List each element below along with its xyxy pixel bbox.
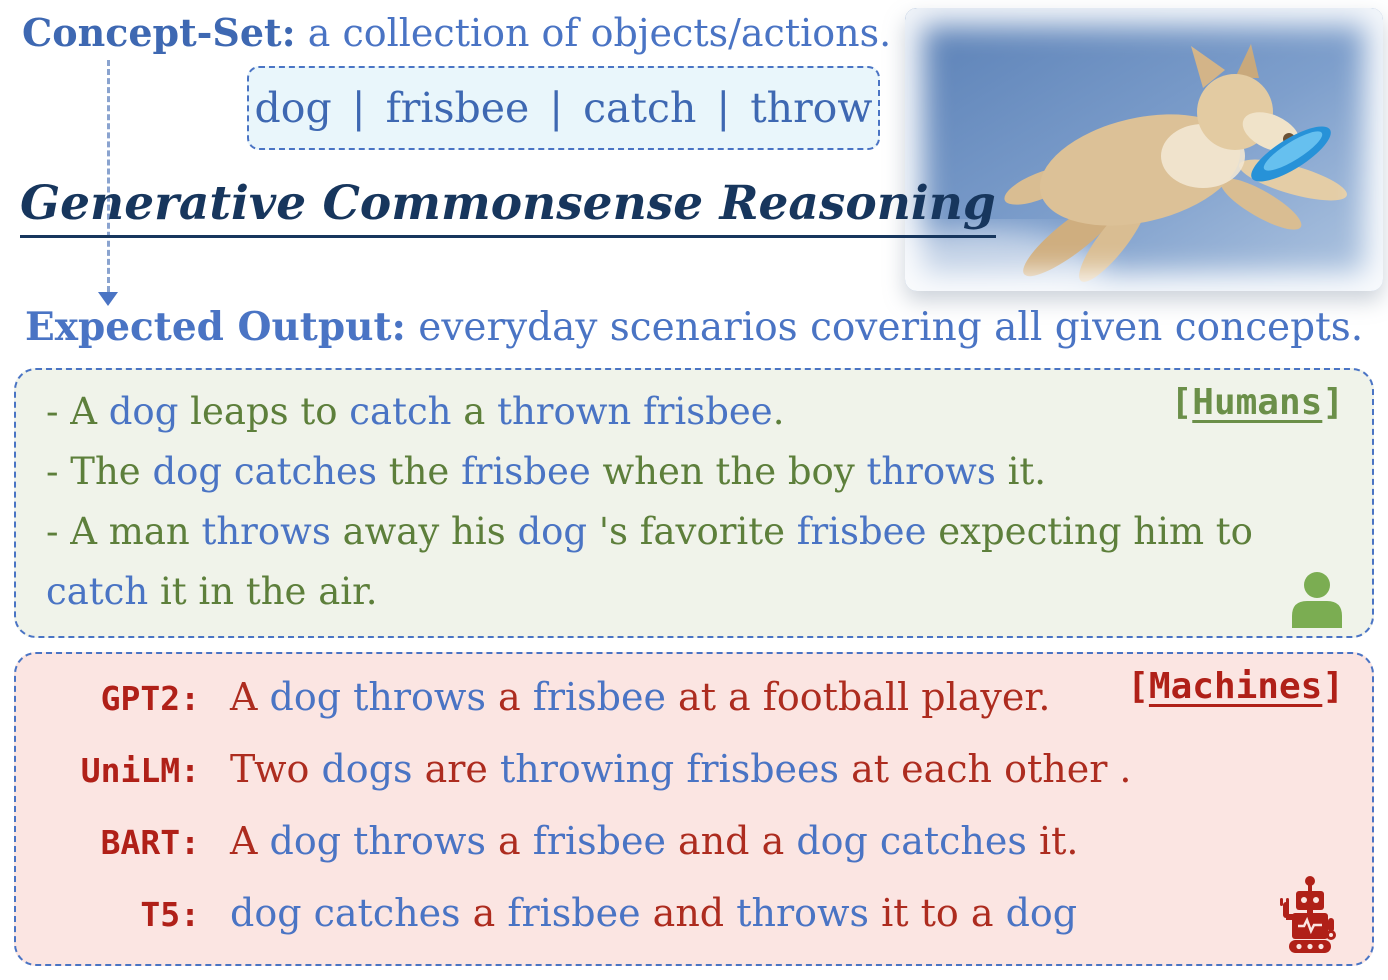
sentence-word-segment: thrown frisbee (497, 390, 773, 433)
expected-output-label: Expected Output: (25, 304, 406, 350)
sentence-word-segment: it. (995, 450, 1047, 493)
model-sentence-gpt2 (230, 674, 1050, 720)
model-row-t5 (40, 890, 1348, 936)
sentence-word-segment: - A man (46, 510, 202, 553)
sentence-word-segment: a (485, 819, 533, 863)
robot-icon (1278, 876, 1342, 954)
sentence-word-segment: throws (736, 891, 870, 935)
expected-output-line (25, 304, 1363, 350)
sentence-word-segment: catch (349, 390, 452, 433)
model-name-t5: T5: (140, 895, 200, 934)
sentence-word-segment: catch (46, 570, 149, 613)
machines-bracket-open: [ (1127, 666, 1149, 707)
sentence-word-segment: frisbee (461, 450, 591, 493)
model-name-unilm: UniLM: (80, 751, 200, 790)
model-sentence-bart (230, 818, 1078, 864)
sentence-word-segment: - The (46, 450, 153, 493)
sentence-word-segment: throws (866, 450, 996, 493)
sentence-word-segment: dog (1005, 891, 1078, 935)
machines-output-box (14, 652, 1374, 966)
humans-output-box (14, 368, 1374, 638)
model-row-unilm (40, 746, 1348, 792)
machines-label-text: Machines (1148, 666, 1323, 707)
concept-separator: | (351, 84, 366, 132)
sentence-word-segment: dog throws (269, 819, 486, 863)
sentence-word-segment: are (412, 747, 500, 791)
sentence-word-segment: frisbee (796, 510, 927, 553)
sentence-word-segment: it. (1026, 819, 1079, 863)
sentence-word-segment: 's favorite (587, 510, 797, 553)
concept-word: dog (254, 84, 332, 132)
sentence-word-segment: frisbee (507, 891, 641, 935)
sentence-word-segment: it to a (869, 891, 1006, 935)
sentence-word-segment: dog catches (230, 891, 461, 935)
concept-set-label: Concept-Set: (22, 10, 296, 55)
task-title: Generative Commonsense Reasoning (20, 176, 996, 238)
sentence-word-segment: frisbee (532, 675, 666, 719)
sentence-word-segment: dog catches (152, 450, 377, 493)
model-name-gpt2: GPT2: (100, 679, 200, 718)
model-row-bart (40, 818, 1348, 864)
machines-label (1127, 666, 1344, 707)
sentence-word-segment: throws (201, 510, 331, 553)
concept-separator: | (549, 84, 564, 132)
humans-label (1171, 382, 1344, 423)
concept-set-box (247, 66, 880, 150)
model-name-bart: BART: (100, 823, 200, 862)
model-sentence-unilm (230, 746, 1132, 792)
sentence-word-segment: frisbee (532, 819, 666, 863)
sentence-word-segment: the (376, 450, 462, 493)
sentence-word-segment: at each other . (839, 747, 1132, 791)
sentence-word-segment: dog throws (269, 675, 486, 719)
sentence-word-segment: leaps to (178, 390, 350, 433)
person-icon (1288, 570, 1346, 628)
human-sentence-2 (46, 442, 1342, 502)
machines-bracket-close: ] (1322, 666, 1344, 707)
expected-output-description: everyday scenarios covering all given concepts. (405, 305, 1364, 350)
sentence-word-segment: a (451, 390, 498, 433)
concept-set-description: a collection of objects/actions. (295, 11, 892, 55)
concept-separator: | (716, 84, 731, 132)
humans-bracket-open: [ (1170, 382, 1193, 423)
sentence-word-segment: throwing frisbees (499, 747, 840, 791)
sentence-word-segment: Two (230, 747, 322, 791)
dog-catching-frisbee-photo (905, 8, 1383, 291)
sentence-word-segment: A (230, 819, 270, 863)
concept-word: frisbee (385, 84, 530, 132)
sentence-word-segment: A (230, 675, 270, 719)
humans-label-text: Humans (1192, 382, 1323, 423)
concept-word: throw (750, 84, 873, 132)
sentence-word-segment: a (460, 891, 508, 935)
sentence-word-segment: at a football player. (665, 675, 1051, 719)
sentence-word-segment: when the boy (590, 450, 867, 493)
sentence-word-segment: dog (108, 390, 179, 433)
concept-word: catch (583, 84, 697, 132)
sentence-word-segment: - A (46, 390, 109, 433)
humans-bracket-close: ] (1322, 382, 1344, 423)
sentence-word-segment: dog catches (796, 819, 1027, 863)
sentence-word-segment: dogs (321, 747, 413, 791)
sentence-word-segment: a (485, 675, 533, 719)
sentence-word-segment: expecting him to (926, 510, 1253, 553)
sentence-word-segment: . (772, 390, 785, 433)
concept-set-line (22, 10, 891, 55)
sentence-word-segment: it in the air. (148, 570, 378, 613)
sentence-word-segment: and a (665, 819, 797, 863)
sentence-word-segment: and (640, 891, 737, 935)
human-sentence-1 (46, 382, 1342, 442)
sentence-word-segment: dog (517, 510, 588, 553)
human-sentence-3 (46, 502, 1342, 622)
sentence-word-segment: away his (330, 510, 518, 553)
model-sentence-t5 (230, 890, 1077, 936)
dog-photo-art (905, 8, 1383, 291)
